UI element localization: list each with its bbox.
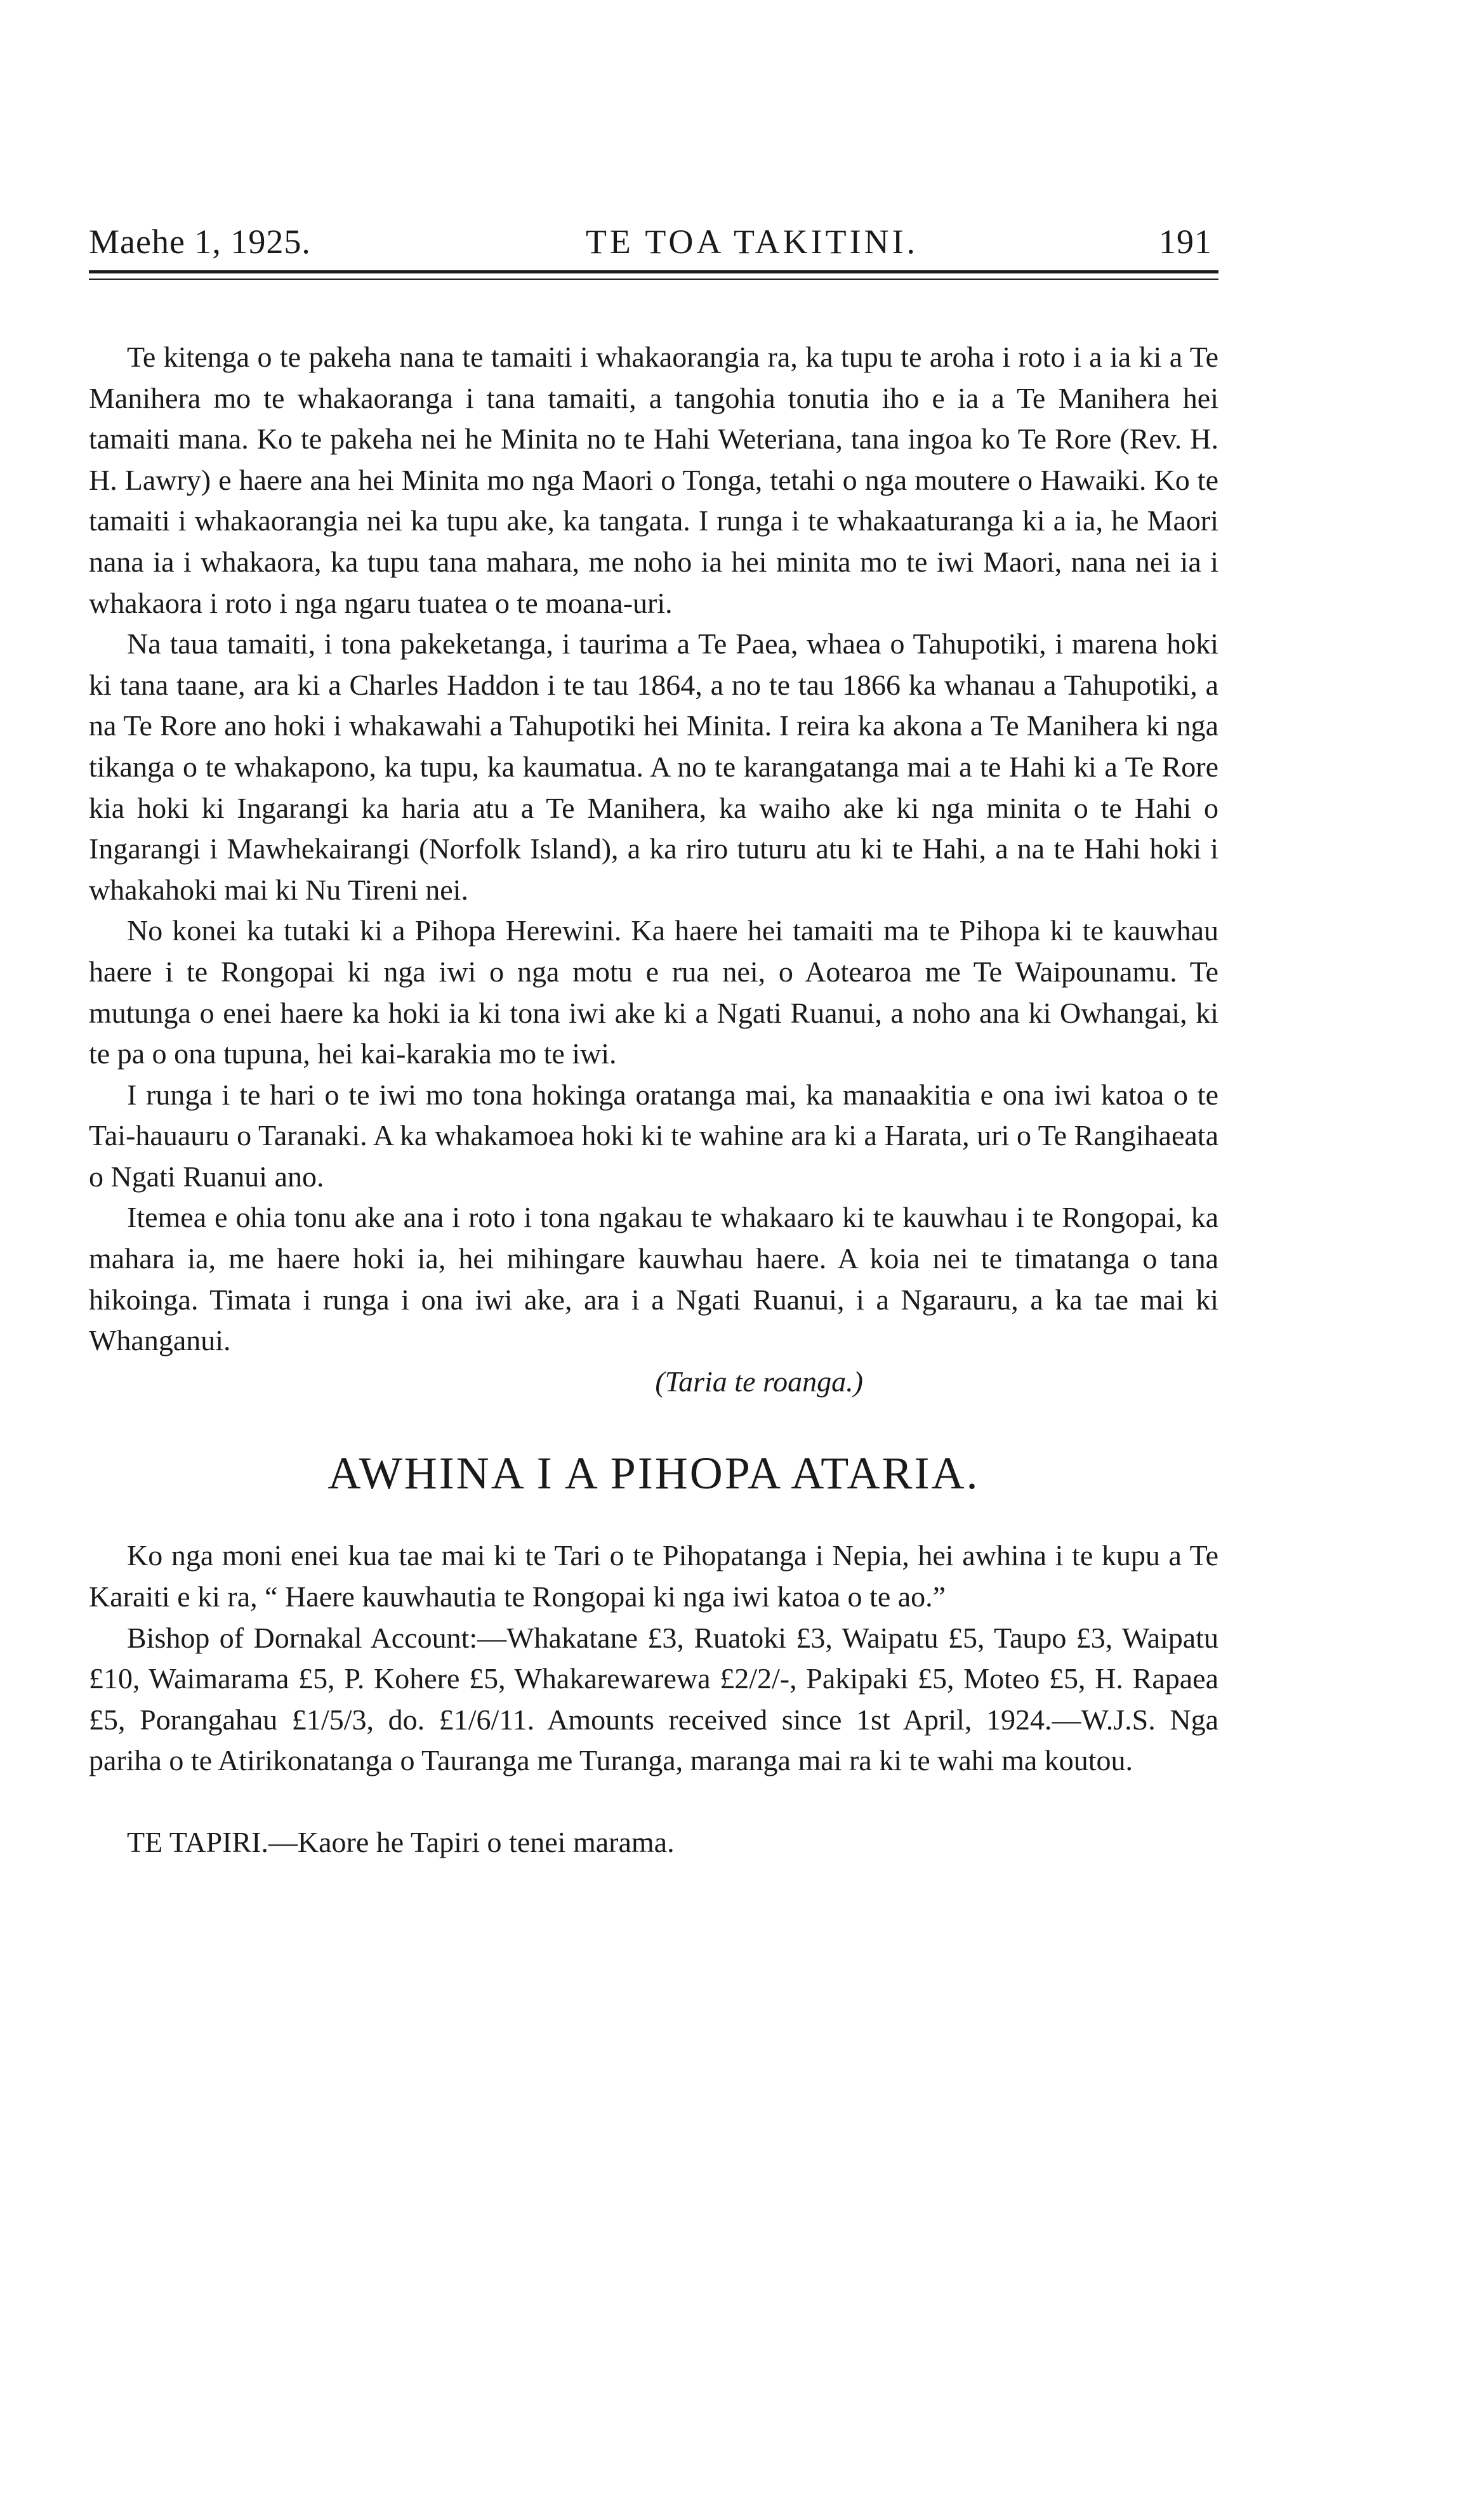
section-heading: AWHINA I A PIHOPA ATARIA.	[327, 1448, 980, 1499]
journal-title: TE TOA TAKITINI.	[585, 223, 919, 261]
header-rule-thin	[89, 279, 1218, 280]
running-header	[89, 222, 1218, 270]
article-body	[89, 337, 1218, 1863]
body-paragraph: Te kitenga o te pakeha nana te tamaiti i whakaorangia ra, ka tupu te aroha i roto i a ia ki a Te Manihera mo te whakaoranga i tana tamaiti, a tangohia tonutia iho e ia a Te Manihera hei tamaiti mana. Ko te pakeha nei he Minita no te Hahi Weteriana, tana ingoa ko Te Rore (Rev. H. H. Lawry) e haere ana hei Minita mo nga Maori o Tonga, tetahi o nga moutere o Hawaiki. Ko te tamaiti i whakaorangia nei ka tupu ake, ka tangata. I runga i te whakaaturanga ki a ia, he Maori nana ia i whakaora, ka tupu tana mahara, me noho ia hei minita mo te iwi Maori, nana nei ia i whakaora i roto i nga ngaru tuatea o te moana-uri.	[89, 341, 1218, 619]
tapiri-notice: TE TAPIRI.—Kaore he Tapiri o tenei marama.	[127, 1826, 675, 1858]
page	[89, 222, 1218, 1863]
issue-date: Maehe 1, 1925.	[89, 223, 311, 261]
page-number: 191	[1159, 223, 1212, 261]
body-paragraph: Na taua tamaiti, i tona pakeketanga, i taurima a Te Paea, whaea o Tahupotiki, i marena hoki ki tana taane, ara ki a Charles Haddon i te tau 1864, a no te tau 1866 ka whanau a Tahupotiki, a na Te Rore ano hoki i whakawahi a Tahupotiki hei Minita. I reira ka akona a Te Manihera ki nga tikanga o te whakapono, ka tupu, ka kaumatua. A no te karangatanga mai a te Hahi ki a Te Rore kia hoki ki Ingarangi ka haria atu a Te Manihera, ka waiho ake ki nga minita o te Hahi o Ingarangi i Mawhekairangi (Norfolk Island), a ka riro tuturu atu ki te Hahi, a na te Hahi hoki i whakahoki mai ki Nu Tireni nei.	[89, 627, 1218, 906]
section-paragraph: Ko nga moni enei kua tae mai ki te Tari o te Pihopatanga i Nepia, hei awhina i te kupu a Te Karaiti e ki ra, “ Haere kauwhautia te Rongopai ki nga iwi katoa o te ao.”	[89, 1539, 1218, 1613]
section-paragraph: Bishop of Dornakal Account:—Whakatane £3, Ruatoki £3, Waipatu £5, Taupo £3, Waipatu £10, Waimarama £5, P. Kohere £5, Whakarewarewa £2/2/-, Pakipaki £5, Moteo £5, H. Rapaea £5, Porangahau £1/5/3, do. £1/6/11. Amounts received since 1st April, 1924.—W.J.S. Nga pariha o te Atirikonatanga o Tauranga me Turanga, maranga mai ra ki te wahi ma koutou.	[89, 1621, 1218, 1777]
header-rule-thick	[89, 270, 1218, 273]
to-be-continued: (Taria te roanga.)	[655, 1365, 863, 1398]
body-paragraph: No konei ka tutaki ki a Pihopa Herewini. Ka haere hei tamaiti ma te Pihopa ki te kauwhau haere i te Rongopai ki nga iwi o nga motu e rua nei, o Aotearoa me Te Waipounamu. Te mutunga o enei haere ka hoki ia ki tona iwi ake ki a Ngati Ruanui, a noho ana ki Owhangai, ki te pa o ona tupuna, hei kai-karakia mo te iwi.	[89, 914, 1218, 1070]
body-paragraph: I runga i te hari o te iwi mo tona hokinga oratanga mai, ka manaakitia e ona iwi katoa o te Tai-hauauru o Taranaki. A ka whakamoea hoki ki te wahine ara ki a Harata, uri o Te Rangihaeata o Ngati Ruanui ano.	[89, 1078, 1218, 1193]
body-paragraph: Itemea e ohia tonu ake ana i roto i tona ngakau te whakaaro ki te kauwhau i te Rongopai, ka mahara ia, me haere hoki ia, hei mihingare kauwhau haere. A koia nei te timatanga o tana hikoinga. Timata i runga i ona iwi ake, ara i a Ngati Ruanui, i a Ngarauru, a ka tae mai ki Whanganui.	[89, 1201, 1218, 1357]
